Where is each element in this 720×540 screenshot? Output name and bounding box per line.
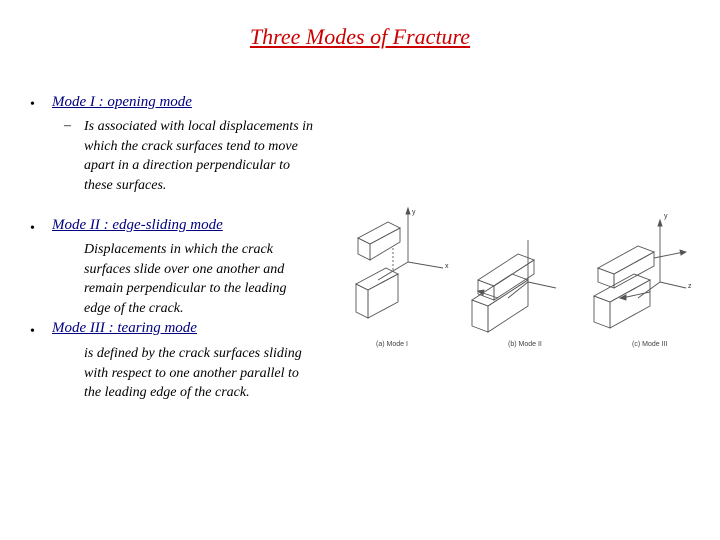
axis-label-z: z [688,283,692,290]
mode-1-heading: Mode I : opening mode [52,94,192,110]
slide-title: Three Modes of Fracture [249,24,471,49]
bullet-dot: • [30,221,35,236]
dash-marker: – [64,118,71,133]
caption-mode-1: (a) Mode I [376,341,408,348]
axis-label-y: y [412,209,416,216]
mode-1-diagram [356,208,443,318]
mode-3-heading: Mode III : tearing mode [52,320,197,336]
axis-label-y: y [664,213,668,220]
bullet-dot: • [30,97,35,112]
axis-label-x: x [445,263,449,270]
caption-mode-2: (b) Mode II [508,341,542,348]
mode-2-diagram [472,240,556,332]
mode-3-diagram [594,220,686,328]
mode-2-description: Displacements in which the crack surfaces slide over one another and remain perpendicular to the leading edge of the crack. [84,242,287,316]
bullet-dot: • [30,324,35,339]
fracture-modes-figure [348,192,710,352]
mode-3-description: is defined by the crack surfaces sliding with respect to one another parallel to the leading edge of the crack. [84,346,302,400]
caption-mode-3: (c) Mode III [632,341,668,348]
mode-1-description: Is associated with local displacements in which the crack surfaces tend to move apart in a direction perpendicular to these surfaces. [84,119,314,193]
mode-2-heading: Mode II : edge-sliding mode [52,217,223,233]
